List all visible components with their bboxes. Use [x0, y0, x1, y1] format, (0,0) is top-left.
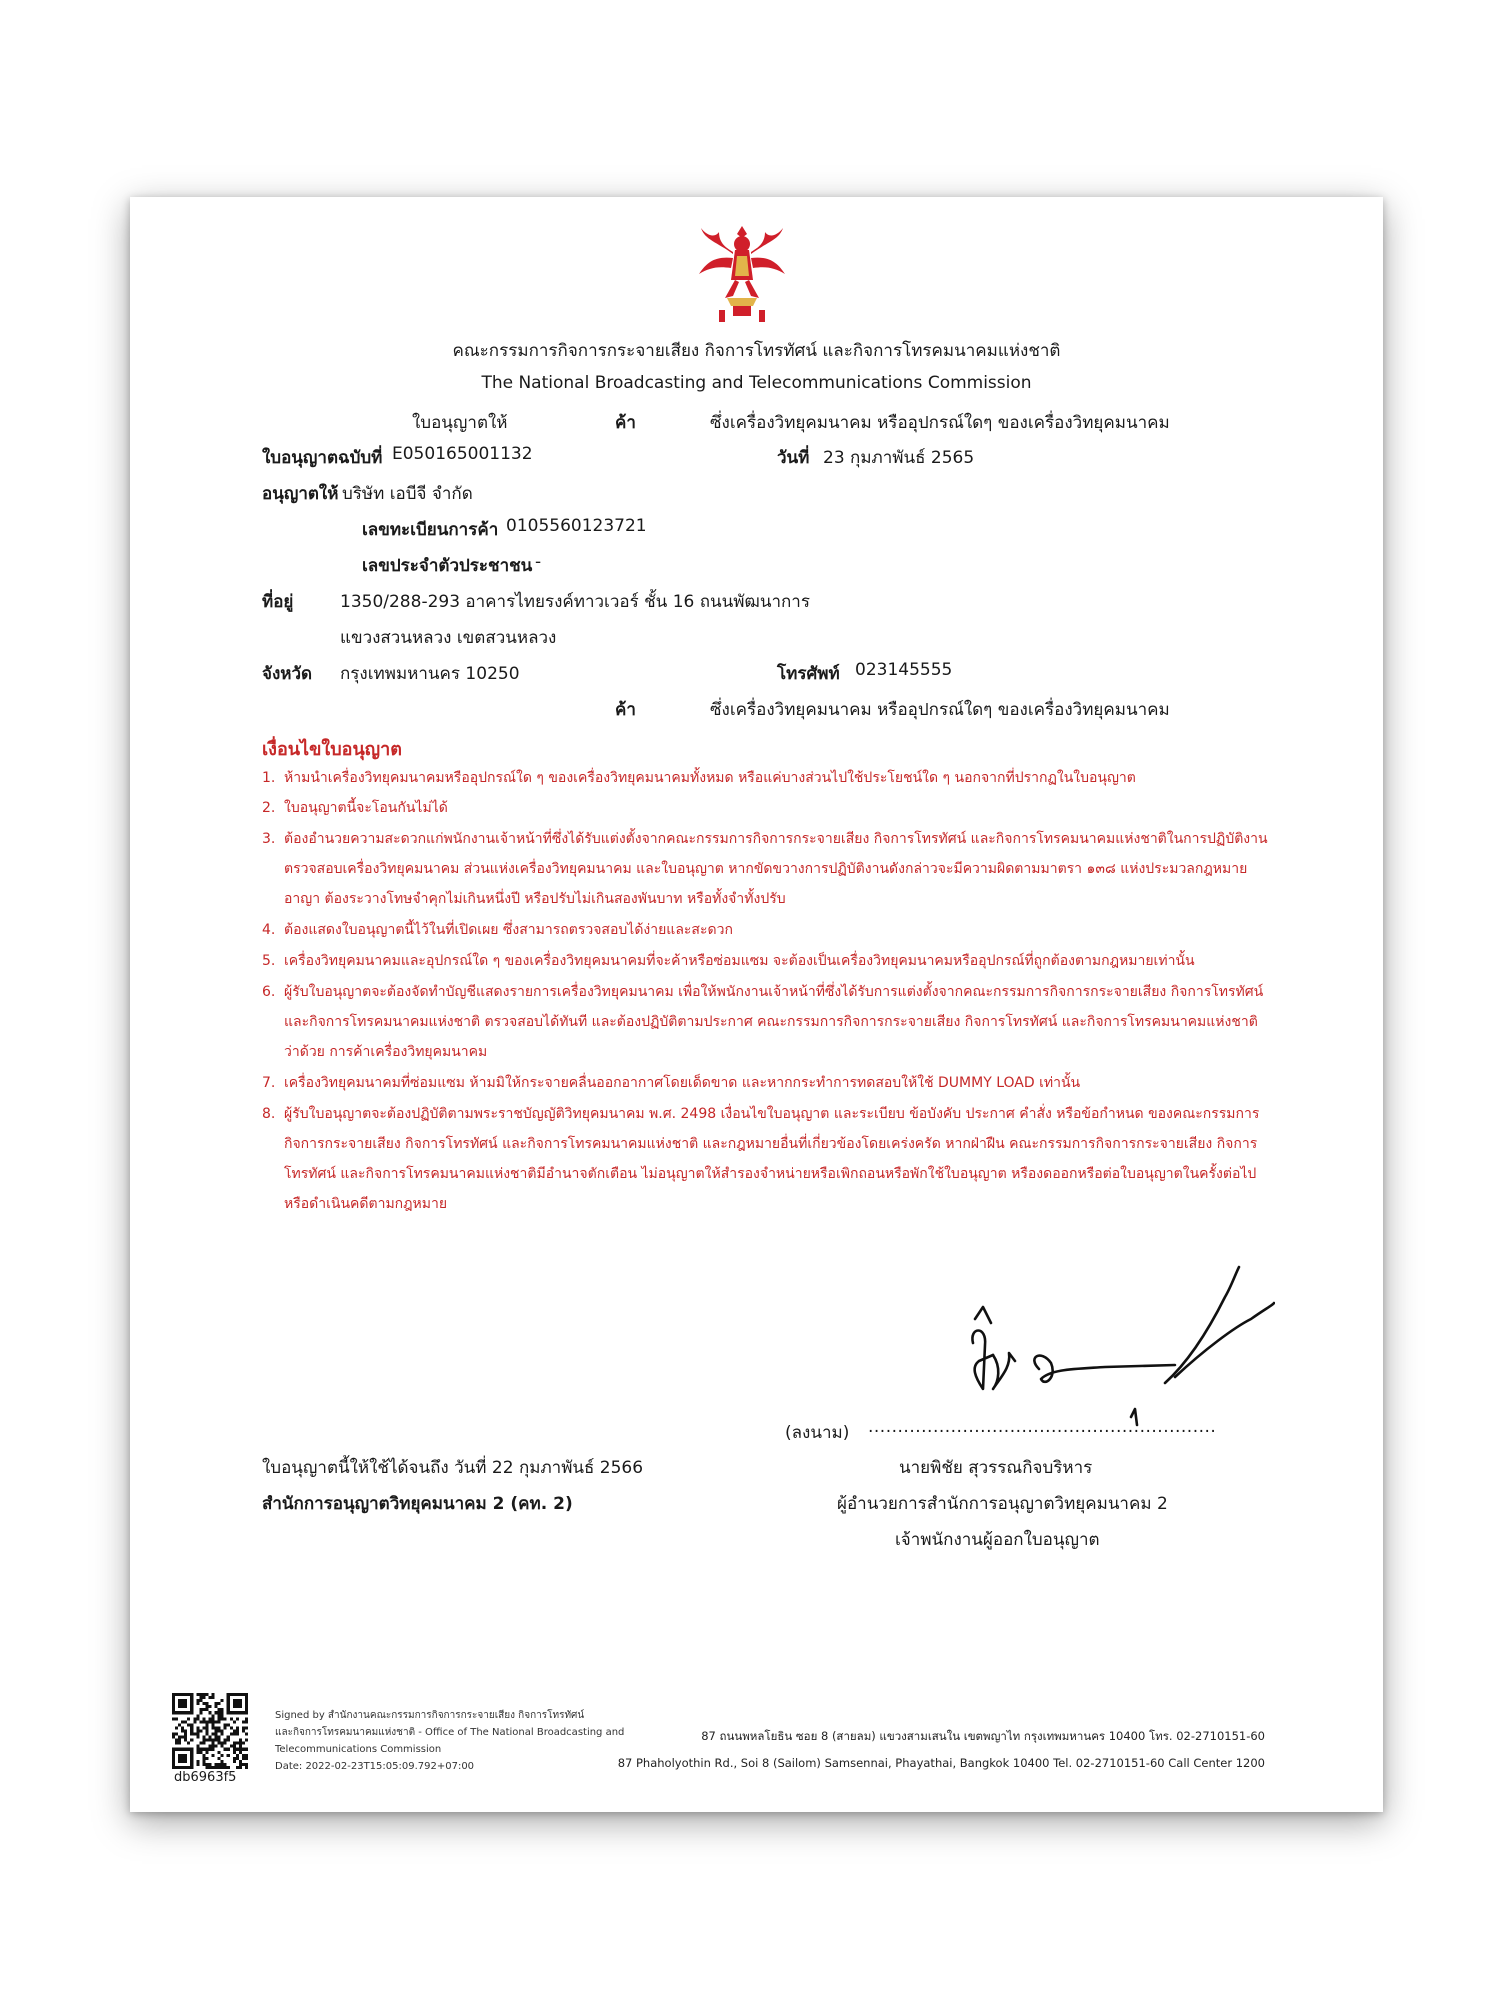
- conditions-title: เงื่อนไขใบอนุญาต: [262, 739, 402, 760]
- valid-until: ใบอนุญาตนี้ให้ใช้ได้จนถึง วันที่ 22 กุมภาพันธ์ 2566: [262, 1458, 644, 1478]
- condition-item: 3. ต้องอำนวยความสะดวกแก่พนักงานเจ้าหน้าที่ซึ่งได้รับแต่งตั้งจากคณะกรรมการกิจการกระจายเสียง กิจการโทรทัศน์ และกิจการโทรคมนาคมแห่งชาติในการปฏิบัติงานตรวจสอบเครื่องวิทยุคมนาคม ส่วนแห่งเครื่องวิทยุคมนาคม และใบอนุญาต หากขัดขวางการปฏิบัติงานดังกล่าวจะมีความผิดตามมาตรา ๑๓๘ แห่งประมวลกฎหมายอาญา ต้องระวางโทษจำคุกไม่เกินหนึ่งปี หรือปรับไม่เกินสองพันบาท หรือทั้งจำทั้งปรับ: [262, 831, 1268, 907]
- address-label: ที่อยู่: [262, 592, 294, 612]
- signatory-position: ผู้อำนวยการสำนักการอนุญาตวิทยุคมนาคม 2: [837, 1494, 1168, 1514]
- license-date: 23 กุมภาพันธ์ 2565: [823, 448, 975, 468]
- title-thai: คณะกรรมการกิจการกระจายเสียง กิจการโทรทัศน์ และกิจการโทรคมนาคมแห่งชาติ: [452, 341, 1061, 361]
- license-number: E050165001132: [392, 444, 533, 464]
- condition-item: 1. ห้ามนำเครื่องวิทยุคมนาคมหรืออุปกรณ์ใด ๆ ของเครื่องวิทยุคมนาคมทั้งหมด หรือแค่บางส่วนไปใช้ประโยชน์ใด ๆ นอกจากที่ปรากฏในใบอนุญาต: [262, 770, 1136, 786]
- province-value: กรุงเทพมหานคร 10250: [340, 664, 520, 684]
- garuda-emblem-icon: [697, 222, 787, 324]
- address-line-1: 1350/288-293 อาคารไทยรงค์ทาวเวอร์ ชั้น 16 ถนนพัฒนาการ: [340, 592, 810, 612]
- issuing-office: สำนักการอนุญาตวิทยุคมนาคม 2 (คท. 2): [262, 1494, 573, 1514]
- condition-item: 8. ผู้รับใบอนุญาตจะต้องปฏิบัติตามพระราชบัญญัติวิทยุคมนาคม พ.ศ. 2498 เงื่อนไขใบอนุญาต และระเบียบ ข้อบังคับ ประกาศ คำสั่ง หรือข้อกำหนด ของคณะกรรมการกิจการกระจายเสียง กิจการโทรทัศน์ และกิจการโทรคมนาคมแห่งชาติ และกฎหมายอื่นที่เกี่ยวข้องโดยเคร่งครัด หากฝ่าฝืน คณะกรรมการกิจการกระจายเสียง กิจการโทรทัศน์ และกิจการโทรคมนาคมแห่งชาติมีอำนาจตักเตือน ไม่อนุญาตให้สำรองจำหน่ายหรือเพิกถอนหรือพักใช้ใบอนุญาต หรืองดออกหรือต่อใบอนุญาตในครั้งต่อไป หรือดำเนินคดีตามกฎหมาย: [262, 1106, 1260, 1212]
- license-kind: ค้า: [615, 413, 636, 433]
- phone-label: โทรศัพท์: [777, 664, 840, 684]
- signed-by-line-3: Telecommunications Commission: [275, 1744, 442, 1755]
- license-prefix: ใบอนุญาตให้: [412, 413, 508, 433]
- license-kind-2: ค้า: [615, 700, 636, 720]
- condition-item: 6. ผู้รับใบอนุญาตจะต้องจัดทำบัญชีแสดงรายการเครื่องวิทยุคมนาคม เพื่อให้พนักงานเจ้าหน้าที่ซึ่งได้รับการแต่งตั้งจากคณะกรรมการกิจการกระจายเสียง กิจการโทรทัศน์ และกิจการโทรคมนาคมแห่งชาติ ตรวจสอบได้ทันที และต้องปฏิบัติตามประกาศ คณะกรรมการกิจการกระจายเสียง กิจการโทรทัศน์ และกิจการโทรคมนาคมแห่งชาติ ว่าด้วย การค้าเครื่องวิทยุคมนาคม: [262, 984, 1264, 1060]
- grantee-name: บริษัท เอบีจี จำกัด: [342, 484, 473, 504]
- grantee-label: อนุญาตให้: [262, 484, 339, 504]
- signatory-role: เจ้าพนักงานผู้ออกใบอนุญาต: [895, 1530, 1100, 1550]
- title-english: The National Broadcasting and Telecommunications Commission: [481, 373, 1032, 393]
- condition-item: 7. เครื่องวิทยุคมนาคมที่ซ่อมแซม ห้ามมิให้กระจายคลื่นออกอากาศโดยเด็ดขาด และหากกระทำการทดสอบให้ใช้ DUMMY LOAD เท่านั้น: [262, 1075, 1081, 1091]
- citizen-id-label: เลขประจำตัวประชาชน: [362, 556, 533, 576]
- province-label: จังหวัด: [262, 664, 313, 684]
- condition-item: 2. ใบอนุญาตนี้จะโอนกันไม่ได้: [262, 800, 448, 816]
- address-line-2: แขวงสวนหลวง เขตสวนหลวง: [340, 628, 557, 648]
- condition-item: 4. ต้องแสดงใบอนุญาตนี้ไว้ในที่เปิดเผย ซึ่งสามารถตรวจสอบได้ง่ายและสะดวก: [262, 922, 733, 938]
- trade-reg-number: 0105560123721: [506, 516, 647, 536]
- qr-code[interactable]: [172, 1693, 248, 1769]
- condition-item: 5. เครื่องวิทยุคมนาคมและอุปกรณ์ใด ๆ ของเครื่องวิทยุคมนาคมที่จะค้าหรือซ่อมแซม จะต้องเป็นเครื่องวิทยุคมนาคมหรืออุปกรณ์ที่ถูกต้องตามกฎหมายเท่านั้น: [262, 953, 1195, 969]
- license-number-label: ใบอนุญาตฉบับที่: [262, 448, 383, 468]
- license-scope-2: ซึ่งเครื่องวิทยุคมนาคม หรืออุปกรณ์ใดๆ ของเครื่องวิทยุคมนาคม: [710, 700, 1170, 720]
- office-address-thai: 87 ถนนพหลโยธิน ซอย 8 (สายลม) แขวงสามเสนใน เขตพญาไท กรุงเทพมหานคร 10400 โทร. 02-2710151-60: [701, 1729, 1265, 1743]
- license-scope: ซึ่งเครื่องวิทยุคมนาคม หรืออุปกรณ์ใดๆ ของเครื่องวิทยุคมนาคม: [710, 413, 1170, 433]
- trade-reg-label: เลขทะเบียนการค้า: [362, 520, 499, 540]
- signed-by-date: Date: 2022-02-23T15:05:09.792+07:00: [275, 1761, 475, 1772]
- office-address-english: 87 Phaholyothin Rd., Soi 8 (Sailom) Samsennai, Phayathai, Bangkok 10400 Tel. 02-2710151-60 Call Center 1200: [617, 1756, 1265, 1770]
- citizen-id-number: -: [535, 552, 542, 572]
- phone-value: 023145555: [855, 660, 953, 680]
- signature-dots: ...........................................................: [868, 1417, 1217, 1437]
- handwritten-signature: [875, 1257, 1275, 1437]
- signature-label: (ลงนาม): [785, 1423, 850, 1443]
- signed-by-line-2: และกิจการโทรคมนาคมแห่งชาติ - Office of The National Broadcasting and: [275, 1727, 625, 1738]
- license-date-label: วันที่: [777, 448, 810, 468]
- signatory-name: นายพิชัย สุวรรณกิจบริหาร: [899, 1458, 1093, 1478]
- license-document: [130, 197, 1383, 1812]
- qr-code-label: db6963f5: [174, 1770, 237, 1785]
- signed-by-line-1: Signed by สำนักงานคณะกรรมการกิจการกระจายเสียง กิจการโทรทัศน์: [275, 1710, 585, 1721]
